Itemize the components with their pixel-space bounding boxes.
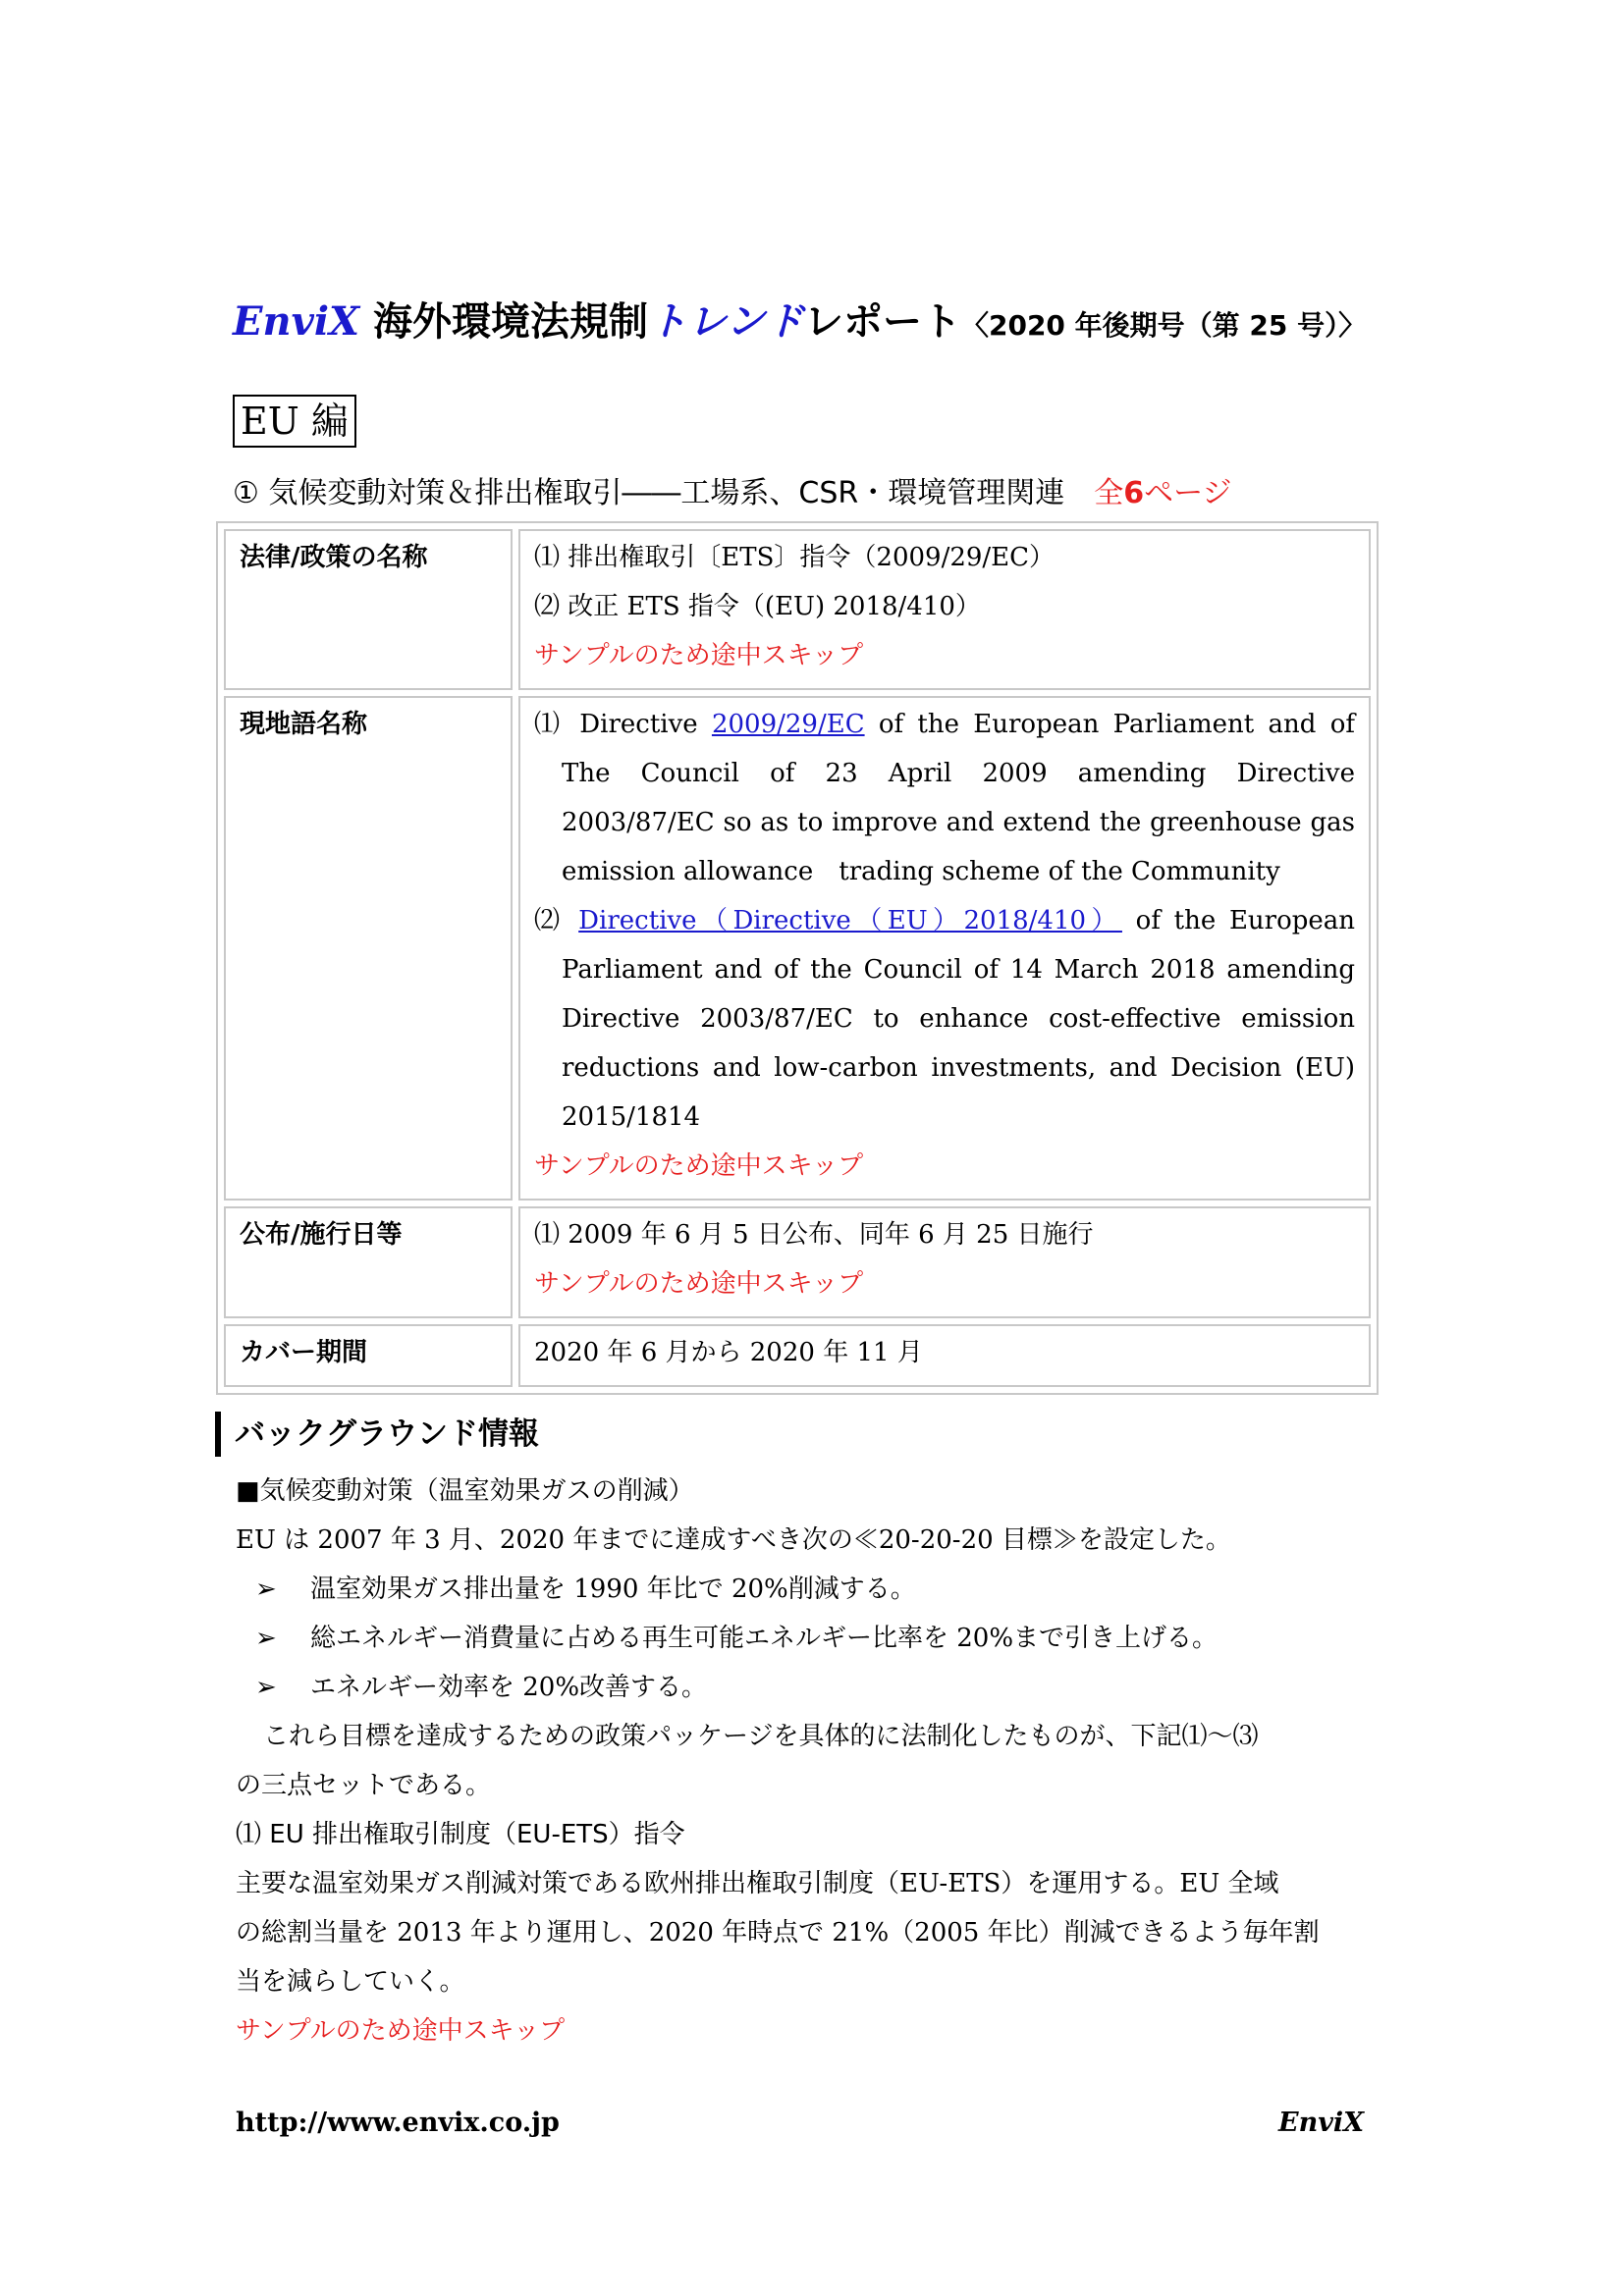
local-name-1 [534,700,1355,896]
paragraph-line: の総割当量を 2013 年より運用し、2020 年時点で 21%（2005 年比）削減できるよう毎年割 [236,1918,1320,1948]
row-value [518,1206,1371,1318]
subtitle-text: ① 気候変動対策＆排出権取引――工場系、CSR・環境管理関連 [233,476,1065,510]
page-count-suffix: ページ [1144,476,1232,510]
title-part1: 海外環境法規制 [359,299,648,345]
row-header: カバー期間 [224,1324,513,1387]
row-header: 公布/施行日等 [224,1206,513,1318]
footer-url[interactable]: http://www.envix.co.jp [236,2108,560,2138]
item-prefix: ⑵ [534,906,579,935]
bullet-text: エネルギー効率を 20%改善する。 [310,1673,708,1702]
title-trend: トレンド [647,299,804,345]
coverage-period: 2020 年 6 月から 2020 年 11 月 [534,1338,923,1367]
arrow-bullet-icon: ➢ [255,1624,277,1653]
directive-link-2[interactable]: Directive（Directive（EU）2018/410） [578,906,1122,935]
row-header: 法律/政策の名称 [224,529,513,690]
issue-label: 〈2020 年後期号（第 25 号）〉 [960,309,1367,342]
list-item [236,1663,1404,1712]
background-heading: バックグラウンド情報 [215,1412,539,1457]
skip-note: サンプルのため途中スキップ [534,1151,864,1181]
background-subheading: ■気候変動対策（温室効果ガスの削減） [236,1476,694,1506]
background-body [236,1467,1404,2056]
bullet-text: 温室効果ガス排出量を 1990 年比で 20%削減する。 [310,1575,916,1604]
table-row [224,696,1371,1201]
arrow-bullet-icon: ➢ [255,1575,277,1604]
row-value [518,1324,1371,1387]
paragraph-line: これら目標を達成するための政策パッケージを具体的に法制化したものが、下記⑴～⑶ [263,1722,1259,1751]
skip-note: サンプルのため途中スキップ [534,1269,864,1299]
brand-name: EnviX [233,298,360,345]
local-name-2 [534,896,1355,1142]
section-label: EU 編 [233,395,356,448]
info-table [216,521,1379,1395]
skip-note: サンプルのため途中スキップ [236,2016,566,2046]
section-subtitle [233,469,1391,518]
list-item [236,1614,1404,1663]
footer-brand: EnviX [1278,2108,1365,2138]
table-row [224,1206,1371,1318]
item-heading: ⑴ EU 排出権取引制度（EU-ETS）指令 [236,1820,685,1849]
skip-note: サンプルのため途中スキップ [534,641,864,670]
bullet-text: 総エネルギー消費量に占める再生可能エネルギー比率を 20%まで引き上げる。 [310,1624,1218,1653]
row-value [518,696,1371,1201]
law-name-2: ⑵ 改正 ETS 指令（(EU) 2018/410） [534,592,981,621]
promulgation-date: ⑴ 2009 年 6 月 5 日公布、同年 6 月 25 日施行 [534,1220,1094,1250]
directive-link-1[interactable]: 2009/29/EC [711,710,865,739]
background-intro: EU は 2007 年 3 月、2020 年までに達成すべき次の≪20-20-20 目標≫を設定した。 [236,1525,1231,1555]
table-row [224,1324,1371,1387]
list-item [236,1565,1404,1614]
row-header: 現地語名称 [224,696,513,1201]
item-rest: of the European Parliament and of the Council of 14 March 2018 amending Directive 2003/87/EC to enhance cost-effective emission reductions and low-carbon investments, and Decision (EU) 2015/1814 [562,906,1356,1132]
law-name-1: ⑴ 排出権取引〔ETS〕指令（2009/29/EC） [534,543,1056,572]
arrow-bullet-icon: ➢ [255,1673,277,1702]
page-count [1094,476,1231,510]
page-count-prefix: 全 [1094,476,1124,510]
page-count-number: 6 [1123,476,1145,510]
paragraph-line: の三点セットである。 [236,1771,492,1800]
item-rest: of the European Parliament and of The Council of 23 April 2009 amending Directive 2003/87/EC so as to improve and extend the greenhouse gas emission allowance trading scheme of the Community [562,710,1355,886]
paragraph-line: 主要な温室効果ガス削減対策である欧州排出権取引制度（EU-ETS）を運用する。EU 全域 [236,1869,1279,1898]
report-title [233,293,1411,355]
table-row [224,529,1371,690]
item-prefix: ⑴ Directive [534,710,712,739]
paragraph-line: 当を減らしていく。 [236,1967,465,1997]
title-part2: レポート [803,299,961,345]
row-value [518,529,1371,690]
